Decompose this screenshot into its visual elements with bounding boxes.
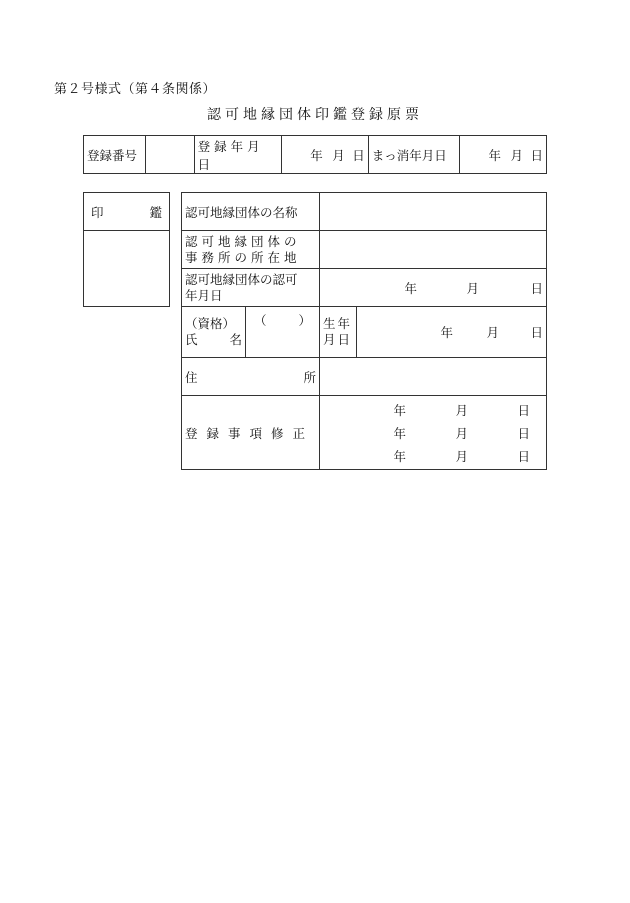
office-address-label [182, 231, 320, 269]
group-detail-table [181, 192, 547, 470]
registration-date-label: 登録年月日 [194, 136, 281, 174]
seal-impression-box[interactable] [84, 231, 170, 307]
birth-day-label: 日 [530, 325, 543, 340]
correction-month-label: 月 [455, 402, 468, 418]
correction-month-label: 月 [455, 425, 468, 441]
qualification-paren-open: （ [254, 313, 267, 328]
form-number-label: 第２号様式（第４条関係） [54, 82, 217, 97]
approval-date-label [182, 269, 320, 307]
correction-month-label: 月 [455, 448, 468, 464]
correction-year-label: 年 [393, 448, 406, 464]
representative-label [182, 307, 246, 357]
approval-year-label: 年 [404, 280, 417, 296]
correction-date-row [320, 421, 530, 444]
approval-date-field[interactable] [320, 269, 547, 307]
correction-year-label: 年 [393, 402, 406, 418]
birth-month-label: 月 [486, 325, 499, 340]
registration-month-label: 月 [332, 147, 345, 163]
office-address-label-line2: 事務所の所在地 [185, 249, 301, 265]
correction-day-label: 日 [517, 402, 530, 418]
birth-date-label-line2: 月日 [323, 332, 353, 347]
name-label-right: 名 [229, 332, 242, 347]
seal-label-left: 印 [91, 204, 104, 220]
registration-year-label: 年 [310, 147, 323, 163]
office-address-field[interactable] [320, 231, 547, 269]
correction-label: 登録事項修正 [182, 396, 320, 470]
correction-day-label: 日 [517, 425, 530, 441]
deletion-date-field[interactable] [459, 136, 546, 174]
representative-cell[interactable] [182, 307, 320, 358]
name-label-left: 氏 [185, 332, 198, 347]
deletion-month-label: 月 [510, 147, 523, 163]
seal-table [83, 192, 170, 307]
group-name-label: 認可地縁団体の名称 [182, 193, 320, 231]
deletion-year-label: 年 [488, 147, 501, 163]
correction-day-label: 日 [517, 448, 530, 464]
qualification-paren-close: ） [298, 313, 311, 328]
approval-date-label-line2: 年月日 [185, 287, 223, 303]
seal-label [84, 193, 170, 231]
seal-label-right: 鑑 [149, 204, 162, 220]
address-label-right: 所 [303, 369, 316, 385]
correction-list [320, 398, 530, 467]
qualification-label: （資格） [185, 316, 236, 331]
registration-number-label: 登録番号 [84, 136, 146, 174]
birth-year-label: 年 [440, 325, 453, 340]
birth-date-label-line1: 生年 [323, 316, 353, 331]
registration-day-label: 日 [352, 147, 365, 163]
approval-date-label-line1: 認可地縁団体の認可 [185, 271, 298, 287]
representative-field[interactable] [246, 307, 319, 357]
group-name-field[interactable] [320, 193, 547, 231]
deletion-date-label: まっ消年月日 [368, 136, 459, 174]
registration-date-field[interactable] [281, 136, 368, 174]
correction-date-row [320, 444, 530, 467]
birth-date-label [320, 307, 357, 358]
deletion-day-label: 日 [530, 147, 543, 163]
registration-table [83, 135, 547, 174]
approval-day-label: 日 [530, 280, 543, 296]
birth-date-field[interactable] [357, 307, 547, 358]
approval-month-label: 月 [466, 280, 479, 296]
correction-dates-field[interactable] [320, 396, 547, 470]
correction-date-row [320, 398, 530, 421]
correction-year-label: 年 [393, 425, 406, 441]
address-label [182, 358, 320, 396]
registration-number-field[interactable] [146, 136, 194, 174]
address-field[interactable] [320, 358, 547, 396]
office-address-label-line1: 認可地縁団体の [185, 233, 301, 249]
form-title: 認可地縁団体印鑑登録原票 [207, 107, 423, 123]
address-label-left: 住 [185, 369, 198, 385]
